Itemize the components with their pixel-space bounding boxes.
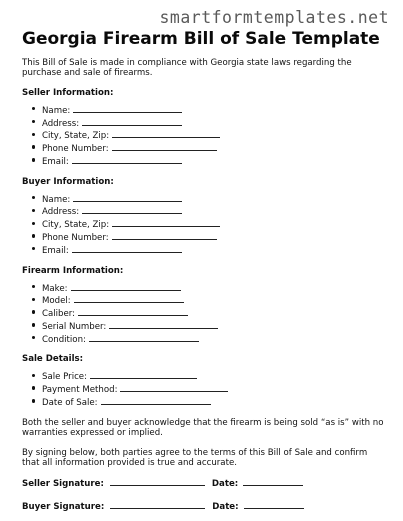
date-of-sale-blank[interactable] xyxy=(101,396,211,405)
intro-paragraph: This Bill of Sale is made in compliance with Georgia state laws regarding the purchase and sale of firearms. xyxy=(22,58,352,79)
seller-email-label: Email: xyxy=(42,156,69,167)
seller-phone-label: Phone Number: xyxy=(42,144,109,155)
firearm-condition-item xyxy=(42,333,386,346)
buyer-email-item xyxy=(42,244,386,257)
firearm-model-item xyxy=(42,294,386,307)
agreement-statement: By signing below, both parties agree to the terms of this Bill of Sale and confirm that all information provided is true and accurate. xyxy=(22,447,368,468)
site-watermark: smartformtemplates.net xyxy=(159,8,389,27)
seller-city-state-zip-item xyxy=(42,129,386,142)
seller-date-label: Date: xyxy=(211,479,239,490)
buyer-name-label: Name: xyxy=(42,194,71,205)
seller-signature-row xyxy=(22,477,386,489)
buyer-section-heading: Buyer Information: xyxy=(22,176,114,187)
firearm-make-label: Make: xyxy=(42,283,68,294)
buyer-address-item xyxy=(42,205,386,218)
firearm-serial-number-label: Serial Number: xyxy=(42,321,107,332)
buyer-phone-item xyxy=(42,231,386,244)
buyer-signature-line[interactable] xyxy=(110,500,205,509)
seller-address-label: Address: xyxy=(42,118,80,129)
seller-phone-item xyxy=(42,142,386,155)
date-of-sale-item xyxy=(42,396,386,409)
payment-method-label: Payment Method: xyxy=(42,385,118,396)
buyer-city-state-zip-blank[interactable] xyxy=(112,218,220,227)
seller-signature-label: Seller Signature: xyxy=(22,479,104,490)
seller-signature-line[interactable] xyxy=(110,477,205,486)
firearm-model-label: Model: xyxy=(42,296,71,307)
buyer-name-item xyxy=(42,193,386,206)
buyer-name-blank[interactable] xyxy=(73,193,182,202)
buyer-address-label: Address: xyxy=(42,207,80,218)
firearm-caliber-item xyxy=(42,307,386,320)
seller-section-heading: Seller Information: xyxy=(22,87,114,98)
seller-email-blank[interactable] xyxy=(72,155,182,164)
buyer-email-label: Email: xyxy=(42,245,69,256)
firearm-serial-number-blank[interactable] xyxy=(109,320,218,329)
buyer-email-blank[interactable] xyxy=(72,244,182,253)
payment-method-blank[interactable] xyxy=(120,383,228,392)
seller-field-list xyxy=(22,104,386,168)
firearm-condition-label: Condition: xyxy=(42,334,86,345)
firearm-serial-number-item xyxy=(42,320,386,333)
buyer-phone-label: Phone Number: xyxy=(42,233,109,243)
buyer-field-list xyxy=(22,193,386,257)
page-title: Georgia Firearm Bill of Sale Template xyxy=(22,29,380,49)
seller-name-blank[interactable] xyxy=(73,104,182,113)
buyer-date-label: Date: xyxy=(212,501,239,512)
payment-method-item xyxy=(42,383,386,396)
buyer-address-blank[interactable] xyxy=(82,205,182,214)
seller-name-label: Name: xyxy=(42,105,71,116)
buyer-city-state-zip-label: City, State, Zip: xyxy=(42,220,110,231)
firearm-caliber-blank[interactable] xyxy=(78,307,188,316)
firearm-condition-blank[interactable] xyxy=(89,333,199,342)
buyer-phone-blank[interactable] xyxy=(112,231,217,240)
as-is-statement: Both the seller and buyer acknowledge that the firearm is being sold “as is” with no warranties expressed or implied. xyxy=(22,417,384,439)
sale-section-heading: Sale Details: xyxy=(22,354,84,365)
firearm-make-item xyxy=(42,282,386,295)
firearm-caliber-label: Caliber: xyxy=(42,309,76,320)
sale-field-list xyxy=(22,370,386,408)
buyer-signature-label: Buyer Signature: xyxy=(22,501,105,512)
seller-city-state-zip-blank[interactable] xyxy=(112,129,220,138)
date-of-sale-label: Date of Sale: xyxy=(42,397,98,408)
seller-city-state-zip-label: City, State, Zip: xyxy=(42,131,110,142)
firearm-model-blank[interactable] xyxy=(74,294,184,303)
document-body xyxy=(22,58,386,521)
buyer-city-state-zip-item xyxy=(42,218,386,231)
sale-price-blank[interactable] xyxy=(90,370,197,379)
seller-name-item xyxy=(42,104,386,117)
seller-address-item xyxy=(42,117,386,130)
firearm-make-blank[interactable] xyxy=(71,282,181,291)
sale-price-label: Sale Price: xyxy=(42,372,87,383)
firearm-field-list xyxy=(22,282,386,346)
seller-address-blank[interactable] xyxy=(82,117,182,126)
seller-email-item xyxy=(42,155,386,168)
seller-date-line[interactable] xyxy=(243,477,303,486)
sale-price-item xyxy=(42,370,386,383)
buyer-signature-row xyxy=(22,500,386,512)
firearm-section-heading: Firearm Information: xyxy=(22,265,124,276)
seller-phone-blank[interactable] xyxy=(112,142,217,151)
buyer-date-line[interactable] xyxy=(244,500,304,509)
